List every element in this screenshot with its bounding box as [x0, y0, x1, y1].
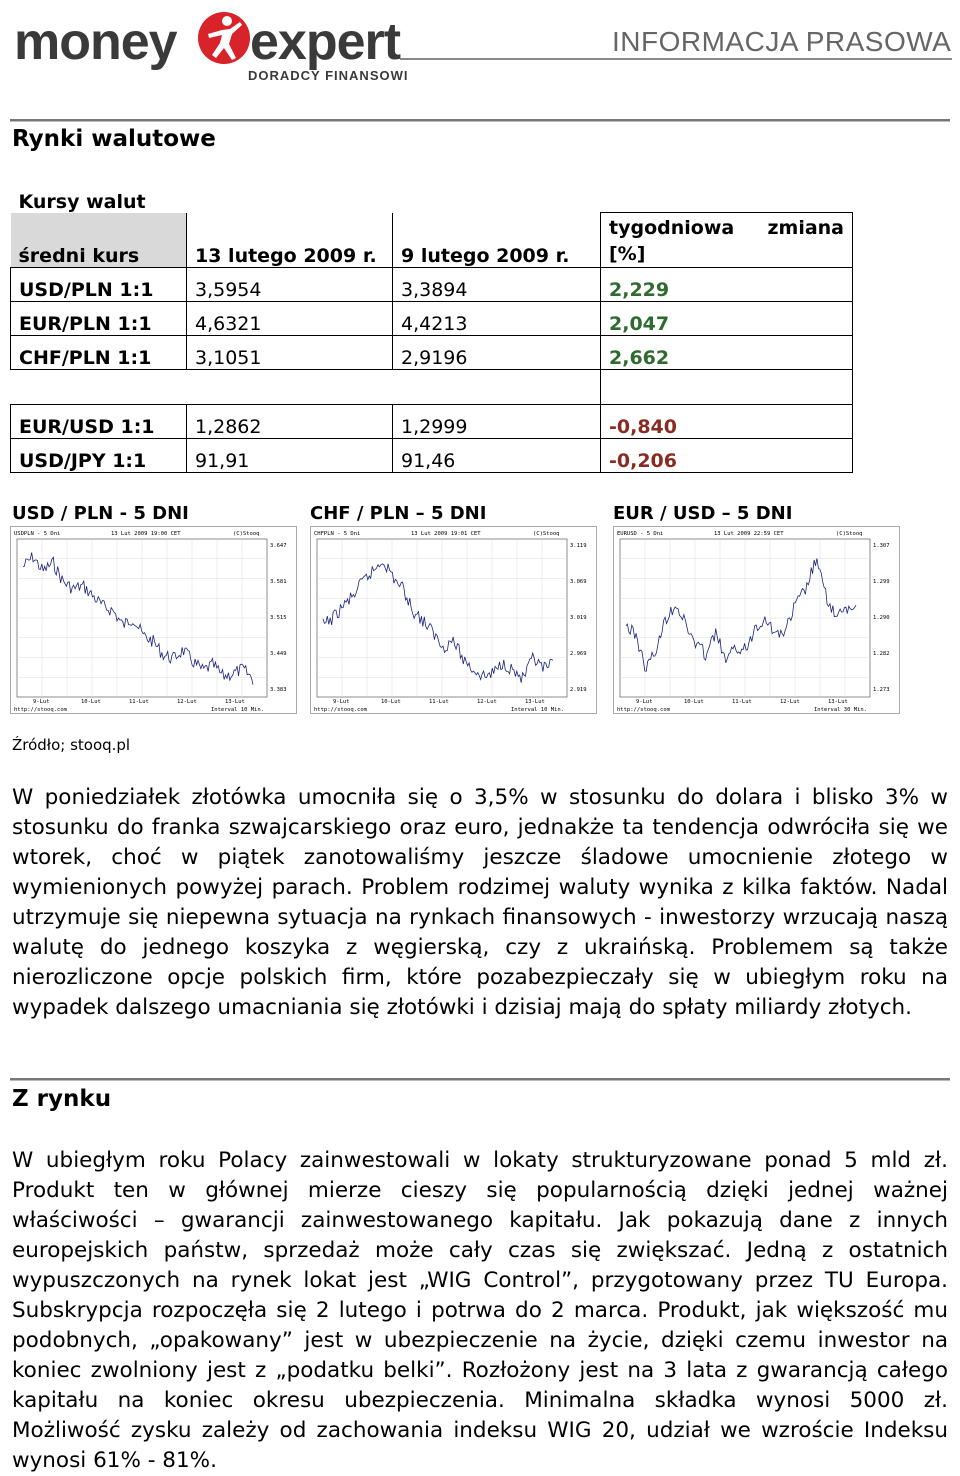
pair-cell: USD/PLN 1:1 [11, 268, 187, 302]
chart-url: http://stooq.com [617, 707, 670, 713]
table-row [11, 336, 853, 370]
chart-x-tick: 9-Lut [636, 699, 653, 705]
logo-figure-icon [196, 8, 252, 70]
press-release-label: INFORMACJA PRASOWA [612, 26, 952, 57]
value-cell: 1,2999 [393, 405, 601, 439]
chart-x-tick: 10-Lut [81, 699, 101, 705]
chart-title: USD / PLN - 5 DNI [12, 503, 189, 524]
chart-x-tick: 12-Lut [477, 699, 497, 705]
chart-timestamp: 13 Lut 2009 19:00 CET [111, 531, 181, 537]
table-caption: Kursy walut [18, 190, 146, 213]
chart-y-tick: 3.647 [270, 543, 287, 549]
value-cell: 91,91 [187, 439, 393, 473]
usdpln-chart [10, 526, 297, 714]
value-cell: 4,6321 [187, 302, 393, 336]
divider [10, 1078, 950, 1081]
value-cell: 91,46 [393, 439, 601, 473]
column-header: 9 lutego 2009 r. [393, 213, 601, 268]
chart-y-tick: 1.307 [873, 543, 890, 549]
chart-y-tick: 3.581 [270, 579, 287, 585]
paragraph-2: W ubiegłym roku Polacy zainwestowali w lokaty strukturyzowane ponad 5 mld zł. Produkt ten w głównej mierze cieszy się popularnością dzięki jednej ważnej właściwości – gwarancji zainwestowanego kapitału. Jak pokazują dane z innych europejskich państw, sprzedaż może cały czas się zwiększać. Jedną z ostatnich wypuszczonych na rynek lokat jest „WIG Control”, przygotowany przez TU Europa. Subskrypcja rozpoczęła się 2 lutego i potrwa do 2 marca. Produkt, jak większość mu podobnych, „opakowany” jest w ubezpieczenie na życie, dzięki czemu inwestor na koniec zwolniony jest z „podatku belki”. Rozłożony jest na 3 lata z gwarancją całego kapitału na koniec okresu ubezpieczenia. Minimalna składka wynosi 5000 zł. Możliwość zysku zależy od zachowania indeksu WIG 20, udział we wzroście Indeksu wynosi 61% - 81%. [12, 1148, 948, 1473]
pair-cell: EUR/PLN 1:1 [11, 302, 187, 336]
rates-table [10, 186, 853, 473]
chart-x-tick: 11-Lut [429, 699, 449, 705]
value-cell: 4,4213 [393, 302, 601, 336]
column-header: tygodniowa zmiana [%] [601, 213, 853, 268]
chart-x-tick: 12-Lut [780, 699, 800, 705]
chart-y-tick: 3.383 [270, 687, 287, 693]
chart-interval: Interval 30 Min. [814, 707, 867, 713]
table-row [11, 302, 853, 336]
chart-x-tick: 13-Lut [225, 699, 245, 705]
section-title: Rynki walutowe [12, 126, 216, 152]
chart-interval: Interval 10 Min. [511, 707, 564, 713]
chart-x-tick: 13-Lut [525, 699, 545, 705]
source-note: Źródło; stooq.pl [12, 736, 131, 754]
chart-url: http://stooq.com [314, 707, 367, 713]
chart-y-tick: 3.069 [570, 579, 587, 585]
table-row [11, 405, 853, 439]
pair-cell: USD/JPY 1:1 [11, 439, 187, 473]
section-title: Z rynku [12, 1086, 112, 1112]
chart-x-tick: 12-Lut [177, 699, 197, 705]
chart-x-tick: 10-Lut [684, 699, 704, 705]
column-header: 13 lutego 2009 r. [187, 213, 393, 268]
column-header: średni kurs [11, 213, 187, 268]
chfpln-chart [310, 526, 597, 714]
chart-x-tick: 13-Lut [828, 699, 848, 705]
value-cell: 3,3894 [393, 268, 601, 302]
chart-x-tick: 11-Lut [732, 699, 752, 705]
chart-title: CHF / PLN – 5 DNI [310, 503, 487, 524]
chart-y-tick: 2.969 [570, 651, 587, 657]
change-cell: 2,047 [601, 302, 853, 336]
chart-x-tick: 9-Lut [33, 699, 50, 705]
table-row [11, 268, 853, 302]
chart-credit: (C)Stooq [533, 531, 560, 537]
chart-credit: (C)Stooq [836, 531, 863, 537]
chart-interval: Interval 10 Min. [211, 707, 264, 713]
change-cell: 2,229 [601, 268, 853, 302]
chart-x-tick: 10-Lut [381, 699, 401, 705]
chart-y-tick: 1.282 [873, 651, 890, 657]
table-row [11, 439, 853, 473]
chart-x-tick: 9-Lut [333, 699, 350, 705]
paragraph-1: W poniedziałek złotówka umocniła się o 3,5% w stosunku do dolara i blisko 3% w stosunku do franka szwajcarskiego oraz euro, jednakże ta tendencja odwróciła się we wtorek, choć w piątek zanotowaliśmy jeszcze śladowe umocnienie złotego w wymienionych powyżej parach. Problem rodzimej waluty wynika z kilka faktów. Nadal utrzymuje się niepewna sytuacja na rynkach finansowych - inwestorzy wrzucają naszą walutę do jednego koszyka z węgierską, czy z ukraińską. Problemem są także nierozliczone opcje polskich firm, które pozabezpieczały się w ubiegłym roku na wypadek dalszego umacniania się złotówki i dzisiaj mają do spłaty miliardy złotych. [12, 785, 948, 1020]
chart-y-tick: 3.449 [270, 651, 287, 657]
chart-y-tick: 2.919 [570, 687, 587, 693]
value-cell: 2,9196 [393, 336, 601, 370]
chart-x-tick: 11-Lut [129, 699, 149, 705]
chart-y-tick: 3.119 [570, 543, 587, 549]
chart-y-tick: 3.515 [270, 615, 287, 621]
chart-header-label: CHFPLN - 5 Dni [314, 531, 361, 537]
change-cell: -0,840 [601, 405, 853, 439]
logo-money-text: money [14, 13, 177, 71]
logo-tagline: DORADCY FINANSOWI [248, 68, 409, 83]
chart-url: http://stooq.com [14, 707, 67, 713]
chart-y-tick: 1.273 [873, 687, 890, 693]
divider [10, 119, 950, 122]
value-cell: 1,2862 [187, 405, 393, 439]
pair-cell: EUR/USD 1:1 [11, 405, 187, 439]
chart-y-tick: 1.299 [873, 579, 890, 585]
value-cell: 3,5954 [187, 268, 393, 302]
chart-timestamp: 13 Lut 2009 19:01 CET [411, 531, 481, 537]
eurusd-chart [613, 526, 900, 714]
chart-y-tick: 1.290 [873, 615, 890, 621]
chart-title: EUR / USD – 5 DNI [613, 503, 793, 524]
spacer-row [11, 370, 853, 405]
chart-timestamp: 13 Lut 2009 22:59 CET [714, 531, 784, 537]
logo-expert-text: expert [250, 13, 401, 71]
chart-header-label: USDPLN - 5 Dni [14, 531, 61, 537]
pair-cell: CHF/PLN 1:1 [11, 336, 187, 370]
value-cell: 3,1051 [187, 336, 393, 370]
chart-credit: (C)Stooq [233, 531, 260, 537]
change-cell: 2,662 [601, 336, 853, 370]
header-rule [400, 58, 952, 60]
chart-header-label: EURUSD - 5 Dni [617, 531, 664, 537]
change-cell: -0,206 [601, 439, 853, 473]
chart-y-tick: 3.019 [570, 615, 587, 621]
